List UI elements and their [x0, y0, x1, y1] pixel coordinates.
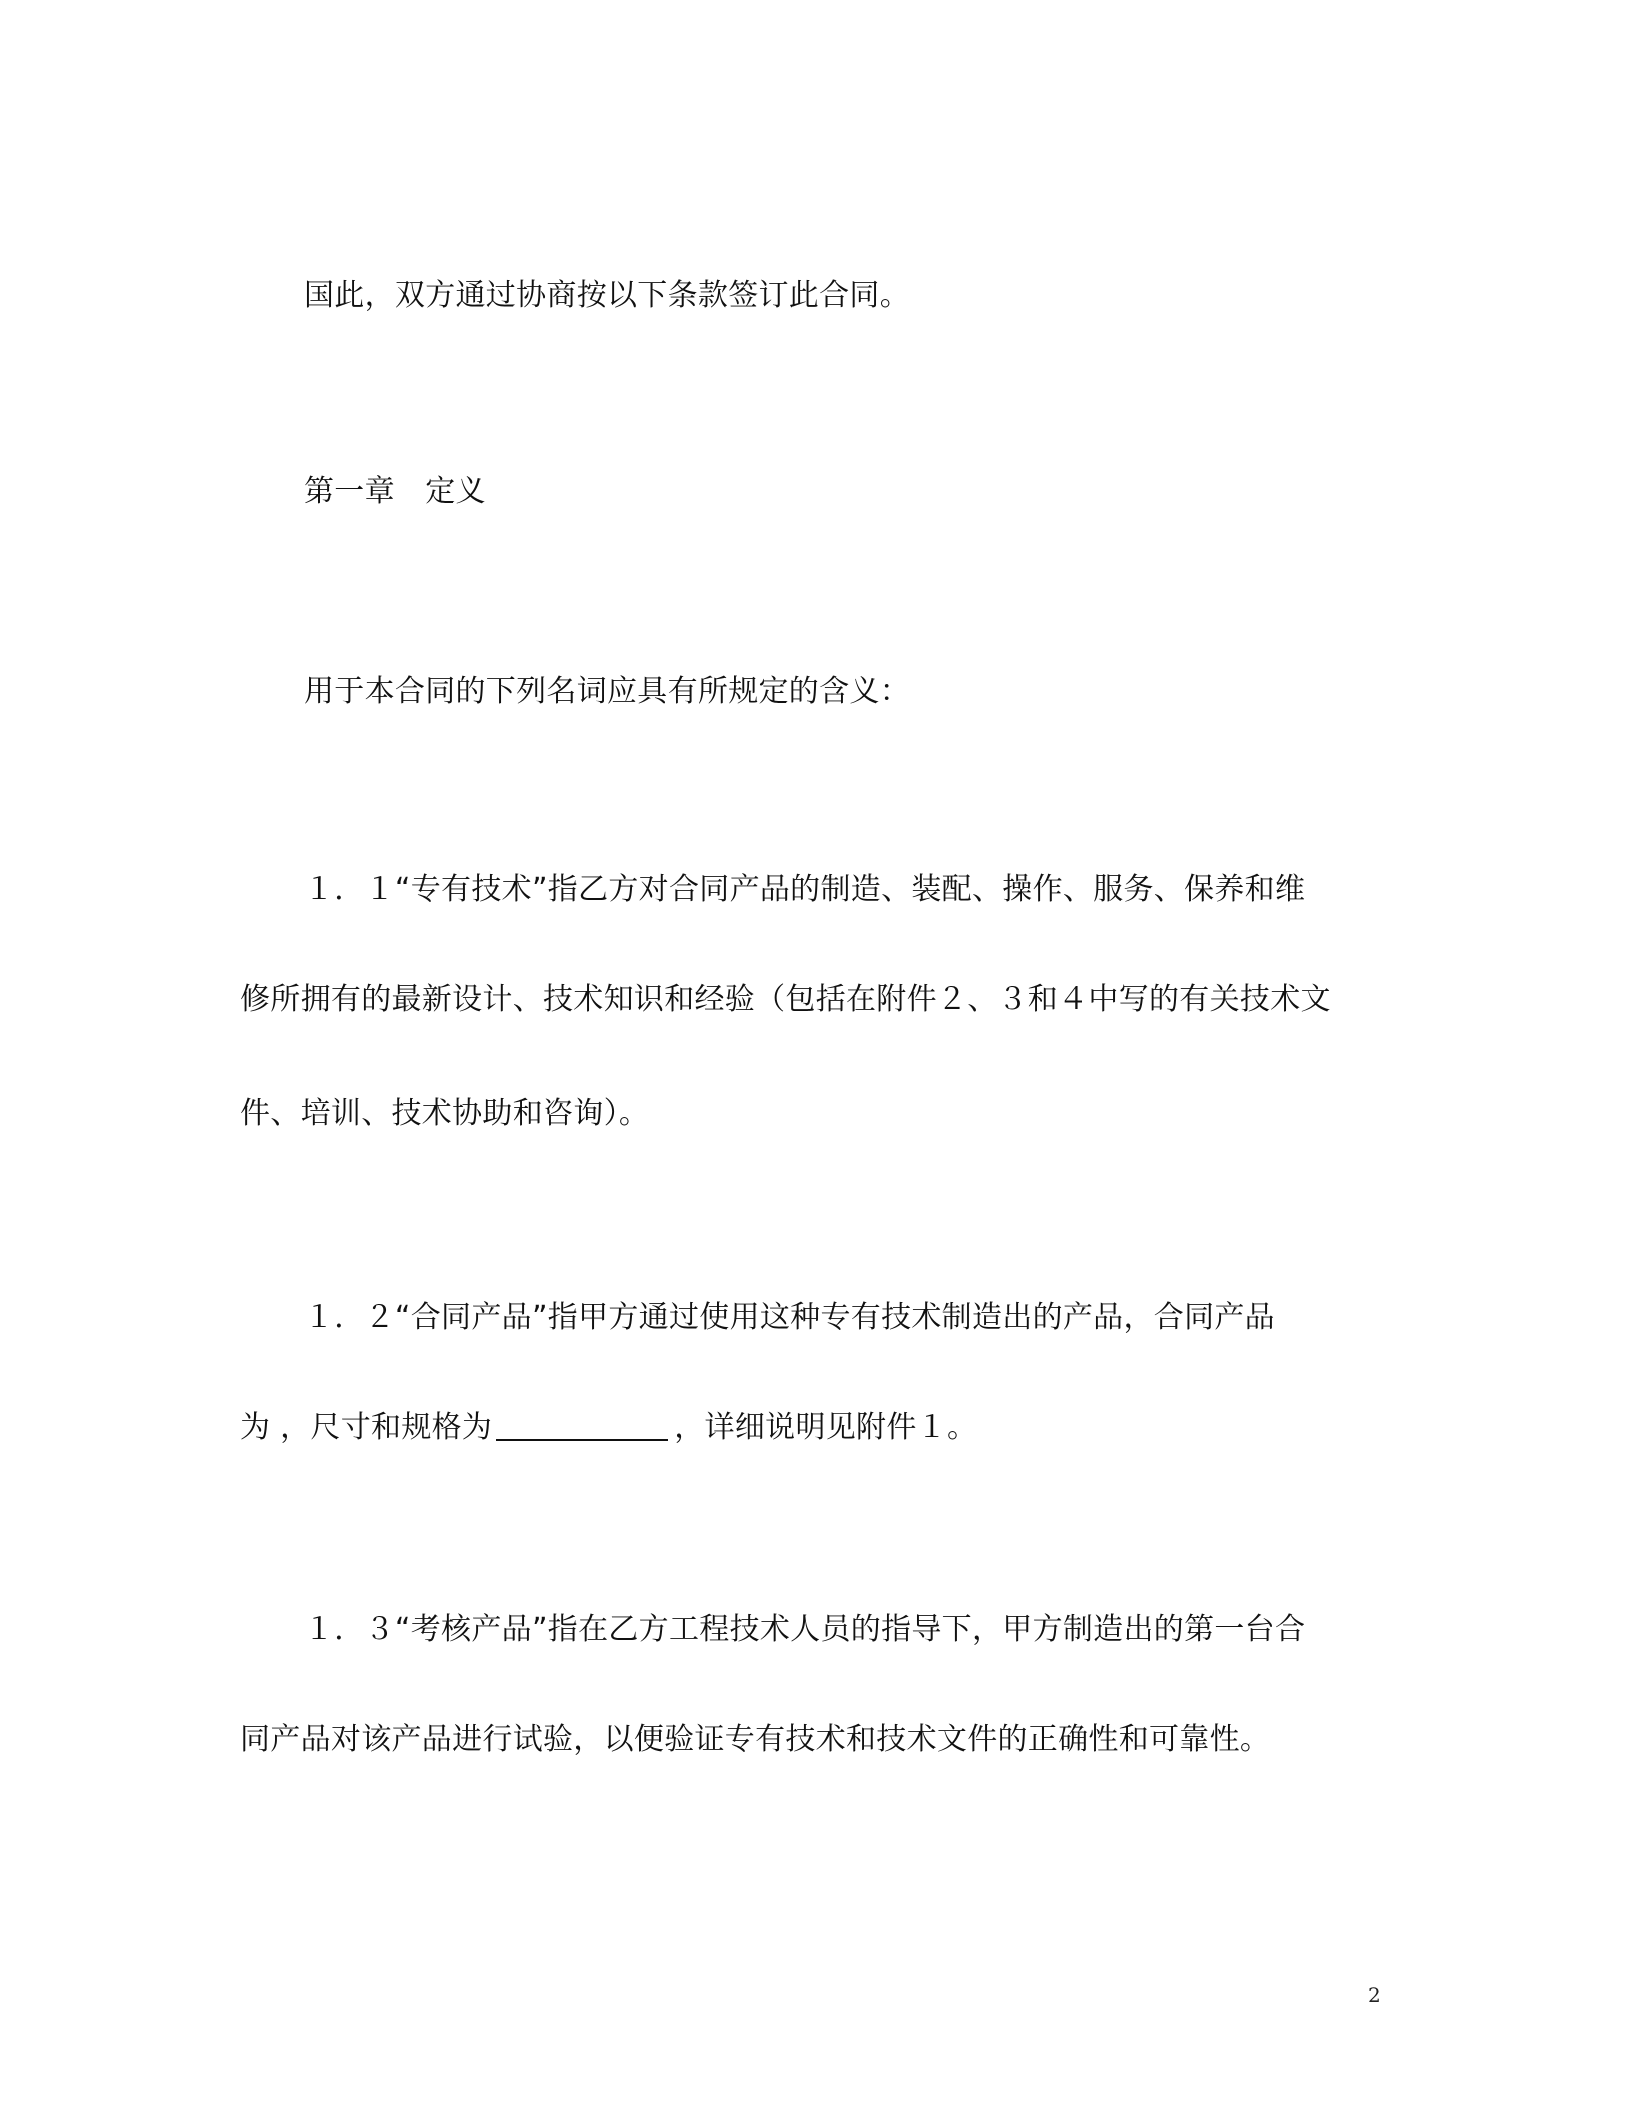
page-number: 2: [1368, 1983, 1381, 2007]
clause-1-3-line-2: 同产品对该产品进行试验，以便验证专有技术和技术文件的正确性和可靠性。: [240, 1722, 1271, 1757]
clause-1-1-line-2: 修所拥有的最新设计、技术知识和经验（包括在附件２、３和４中写的有关技术文: [240, 982, 1331, 1017]
clause-1-3-line-1: １．３“考核产品”指在乙方工程技术人员的指导下，甲方制造出的第一台合: [304, 1612, 1306, 1647]
preamble-line: 国此，双方通过协商按以下条款签订此合同。: [304, 278, 910, 313]
clause-1-1-line-3: 件、培训、技术协助和咨询）。: [240, 1096, 650, 1131]
clause-1-2-text-after-blank: ，详细说明见附件１。: [674, 1410, 978, 1445]
clause-1-1-line-1: １．１“专有技术”指乙方对合同产品的制造、装配、操作、服务、保养和维: [304, 872, 1306, 907]
clause-1-2-line-2: [240, 1408, 1390, 1448]
chapter-heading: 第一章 定义: [304, 474, 486, 509]
clause-1-2-text-before-blank: 为 ，尺寸和规格为: [240, 1410, 493, 1445]
specification-blank-field: [496, 1411, 668, 1441]
clause-1-2-line-1: １．２“合同产品”指甲方通过使用这种专有技术制造出的产品，合同产品: [304, 1300, 1275, 1335]
definitions-intro: 用于本合同的下列名词应具有所规定的含义：: [304, 674, 910, 709]
